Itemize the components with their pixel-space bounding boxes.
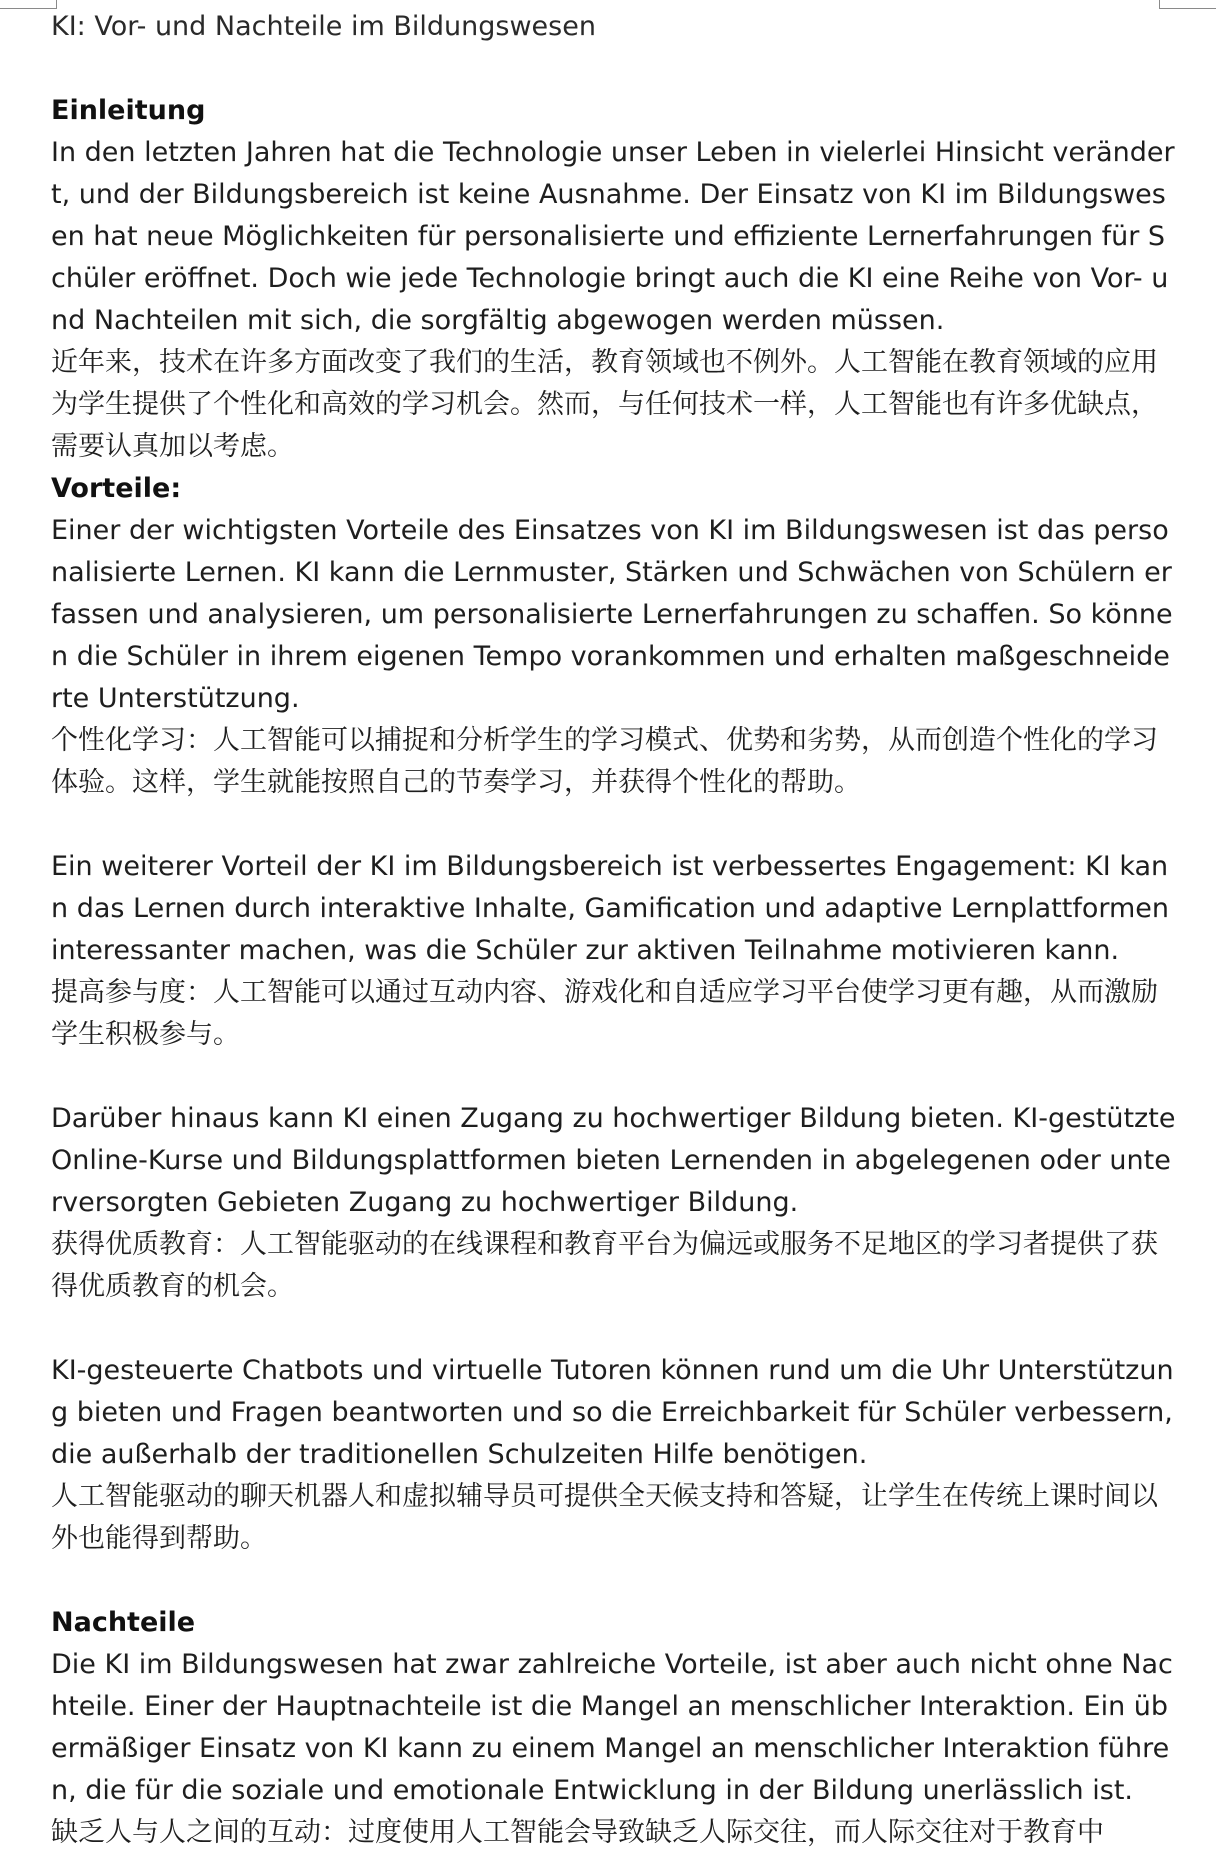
paragraph-german: Darüber hinaus kann KI einen Zugang zu hochwertiger Bildung bieten. KI-gestützte Online-Kurse und Bildungsplattformen bieten Lernenden in abgelegenen oder unterversorgten Gebieten Zugang zu hochwertiger Bildung. [51,1103,1176,1218]
paragraph-chinese: 近年来，技术在许多方面改变了我们的生活，教育领域也不例外。人工智能在教育领域的应用为学生提供了个性化和高效的学习机会。然而，与任何技术一样，人工智能也有许多优缺点，需要认真加以考虑。 [51,347,1158,462]
spacer [51,804,1179,846]
paragraph-german: Einer der wichtigsten Vorteile des Einsatzes von KI im Bildungswesen ist das personalisierte Lernen. KI kann die Lernmuster, Stärken und Schwächen von Schülern erfassen und analysieren, um personalisierte Lernerfahrungen zu schaffen. So können die Schüler in ihrem eigenen Tempo vorankommen und erhalten maßgeschneiderte Unterstützung. [51,515,1173,714]
paragraph-chinese: 提高参与度：人工智能可以通过互动内容、游戏化和自适应学习平台使学习更有趣，从而激励学生积极参与。 [51,977,1158,1050]
section-disadvantages [51,1602,1179,1854]
paragraph-chinese: 缺乏人与人之间的互动：过度使用人工智能会导致缺乏人际交往，而人际交往对于教育中 [51,1817,1104,1848]
paragraph-german: In den letzten Jahren hat die Technologie unser Leben in vielerlei Hinsicht verändert, und der Bildungsbereich ist keine Ausnahme. Der Einsatz von KI im Bildungswesen hat neue Möglichkeiten für personalisierte und effiziente Lernerfahrungen für Schüler eröffnet. Doch wie jede Technologie bringt auch die KI eine Reihe von Vor- und Nachteilen mit sich, die sorgfältig abgewogen werden müssen. [51,137,1175,336]
heading-advantages: Vorteile: [51,473,182,504]
paragraph-german: Die KI im Bildungswesen hat zwar zahlreiche Vorteile, ist aber auch nicht ohne Nachteile. Einer der Hauptnachteile ist die Mangel an menschlicher Interaktion. Ein übermäßiger Einsatz von KI kann zu einem Mangel an menschlicher Interaktion führen, die für die soziale und emotionale Entwicklung in der Bildung unerlässlich ist. [51,1649,1173,1806]
spacer [51,1308,1179,1350]
document-page [51,6,1179,1856]
paragraph-chinese: 个性化学习：人工智能可以捕捉和分析学生的学习模式、优势和劣势，从而创造个性化的学习体验。这样，学生就能按照自己的节奏学习，并获得个性化的帮助。 [51,725,1158,798]
paragraph-german: KI-gesteuerte Chatbots und virtuelle Tutoren können rund um die Uhr Unterstützung bieten und Fragen beantworten und so die Erreichbarkeit für Schüler verbessern, die außerhalb der traditionellen Schulzeiten Hilfe benötigen. [51,1355,1174,1470]
spacer [51,1056,1179,1098]
section-introduction [51,90,1179,468]
heading-disadvantages: Nachteile [51,1607,196,1638]
heading-introduction: Einleitung [51,95,206,126]
page-corner-mark-left [0,0,57,9]
spacer [51,1560,1179,1602]
paragraph-chinese: 获得优质教育：人工智能驱动的在线课程和教育平台为偏远或服务不足地区的学习者提供了获得优质教育的机会。 [51,1229,1158,1302]
document-title: KI: Vor- und Nachteile im Bildungswesen [51,11,596,42]
spacer [51,48,1179,90]
paragraph-chinese: 人工智能驱动的聊天机器人和虚拟辅导员可提供全天候支持和答疑，让学生在传统上课时间以外也能得到帮助。 [51,1481,1158,1554]
paragraph-german: Ein weiterer Vorteil der KI im Bildungsbereich ist verbessertes Engagement: KI kann das Lernen durch interaktive Inhalte, Gamification und adaptive Lernplattformen interessanter machen, was die Schüler zur aktiven Teilnahme motivieren kann. [51,851,1169,966]
section-advantages [51,468,1179,1602]
